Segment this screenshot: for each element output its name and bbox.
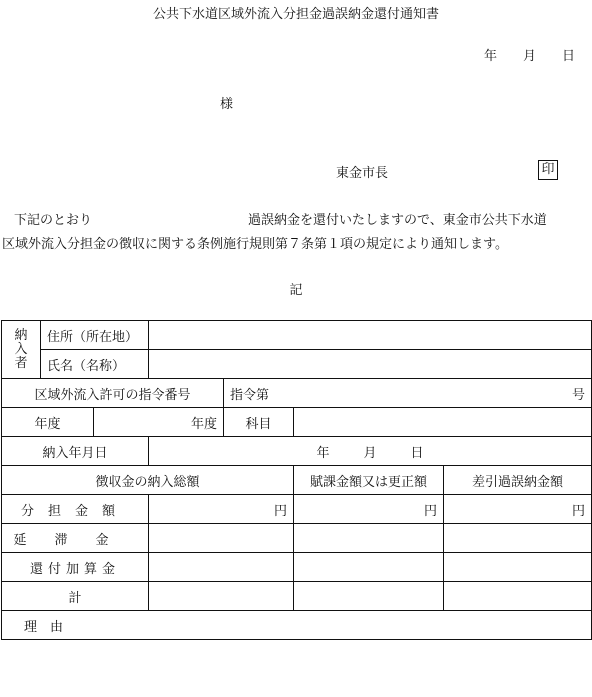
reason-field[interactable]	[2, 611, 592, 640]
address-label: 住所（所在地）	[41, 321, 149, 350]
ki-heading: 記	[289, 283, 303, 298]
addressee-suffix: 様	[220, 97, 234, 112]
body-text-line2: 区域外流入分担金の徴収に関する条例施行規則第７条第１項の規定により通知します。	[2, 237, 508, 252]
grand-total-field[interactable]	[149, 582, 294, 611]
date-year: 年	[484, 49, 498, 64]
permit-suffix: 号	[572, 387, 586, 403]
late-refund-field[interactable]	[444, 524, 592, 553]
issue-date	[484, 45, 575, 64]
fiscal-year-field[interactable]: 年度	[94, 408, 224, 437]
addition-refund-field[interactable]	[444, 553, 592, 582]
share-total-field[interactable]: 円	[149, 495, 294, 524]
payment-date-field[interactable]: 年 月 日	[149, 437, 592, 466]
share-refund-field[interactable]: 円	[444, 495, 592, 524]
grand-assessed-field[interactable]	[294, 582, 444, 611]
col-header-refund: 差引過誤納金額	[444, 466, 592, 495]
share-assessed-field[interactable]: 円	[294, 495, 444, 524]
row-label-late-fee: 延滞金	[2, 524, 149, 553]
row-label-total: 計	[2, 582, 149, 611]
address-field[interactable]	[149, 321, 592, 350]
payer-label: 納 入 者	[2, 321, 41, 379]
item-field[interactable]	[294, 408, 592, 437]
name-field[interactable]	[149, 350, 592, 379]
addition-assessed-field[interactable]	[294, 553, 444, 582]
payment-date-label: 納入年月日	[2, 437, 149, 466]
date-day: 日	[562, 49, 576, 64]
body-text-line1a: 下記のとおり	[14, 213, 93, 228]
permit-number-label: 区域外流入許可の指令番号	[2, 379, 224, 408]
addition-total-field[interactable]	[149, 553, 294, 582]
late-total-field[interactable]	[149, 524, 294, 553]
grand-refund-field[interactable]	[444, 582, 592, 611]
row-label-share: 分担金額	[2, 495, 149, 524]
fiscal-year-label: 年度	[2, 408, 94, 437]
name-label: 氏名（名称）	[41, 350, 149, 379]
date-month: 月	[523, 49, 537, 64]
late-assessed-field[interactable]	[294, 524, 444, 553]
col-header-assessed: 賦課金額又は更正額	[294, 466, 444, 495]
seal-mark: 印	[538, 160, 558, 180]
issuer-name: 東金市長	[336, 166, 389, 181]
document-title: 公共下水道区域外流入分担金過誤納金還付通知書	[152, 7, 439, 22]
body-text-line1b: 過誤納金を還付いたしますので、東金市公共下水道	[248, 213, 547, 228]
row-label-addition: 還付加算金	[2, 553, 149, 582]
permit-prefix: 指令第	[230, 387, 270, 403]
refund-table	[1, 320, 592, 640]
col-header-total: 徴収金の納入総額	[2, 466, 294, 495]
reason-label: 理 由	[24, 619, 64, 635]
item-label: 科目	[224, 408, 294, 437]
permit-number-field[interactable]	[224, 379, 592, 408]
